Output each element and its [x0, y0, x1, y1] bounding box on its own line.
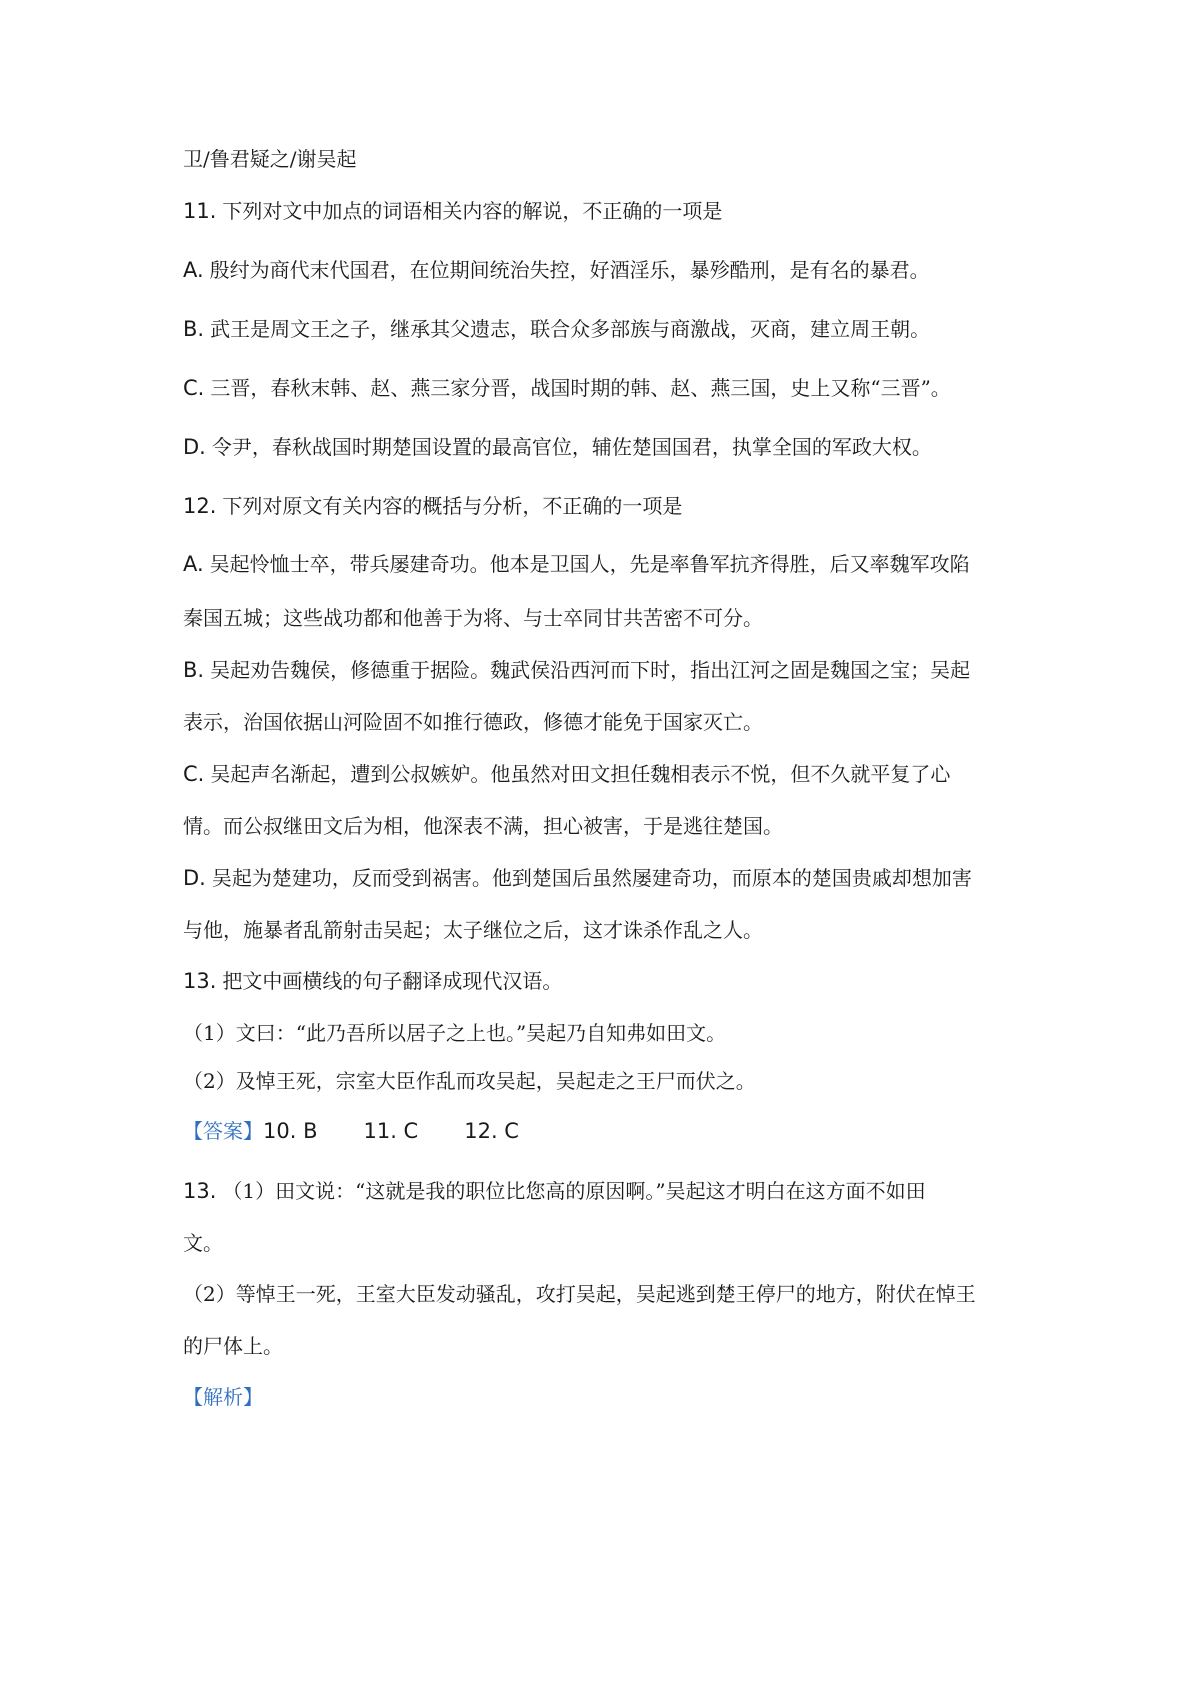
question-number: 13.	[183, 969, 217, 993]
question-13-sentence-2: （2）及悼王死，宗室大臣作乱而攻吴起，吴起走之王尸而伏之。	[183, 1069, 756, 1093]
text-line-top: 卫/鲁君疑之/谢吴起	[183, 147, 357, 171]
option-12-b: B. 吴起劝告魏侯，修德重于据险。魏武侯沿西河而下时，指出江河之固是魏国之宝；吴起	[183, 658, 971, 682]
question-number: 12.	[183, 494, 217, 518]
analysis-line	[183, 1383, 1023, 1411]
option-12-a-cont: 秦国五城；这些战功都和他善于为将、与士卒同甘共苦密不可分。	[183, 606, 763, 630]
option-label: D.	[183, 866, 206, 890]
option-label: B.	[183, 317, 205, 341]
option-12-b-cont: 表示，治国依据山河险固不如推行德政，修德才能免于国家灭亡。	[183, 710, 763, 734]
answer-13-2: （2）等悼王一死，王室大臣发动骚乱，攻打吴起，吴起逃到楚王停尸的地方，附伏在悼王	[183, 1282, 976, 1306]
option-11-a: A. 殷纣为商代末代国君，在位期间统治失控，好酒淫乐，暴殄酷刑，是有名的暴君。	[183, 258, 930, 282]
question-11: 11. 下列对文中加点的词语相关内容的解说，不正确的一项是	[183, 199, 723, 223]
question-12: 12. 下列对原文有关内容的概括与分析，不正确的一项是	[183, 494, 683, 518]
option-12-d: D. 吴起为楚建功，反而受到祸害。他到楚国后虽然屡建奇功，而原本的楚国贵戚却想加害	[183, 866, 972, 890]
option-12-d-cont: 与他，施暴者乱箭射击吴起；太子继位之后，这才诛杀作乱之人。	[183, 918, 763, 942]
question-number: 11.	[183, 199, 217, 223]
option-label: C.	[183, 376, 205, 400]
question-13: 13. 把文中画横线的句子翻译成现代汉语。	[183, 969, 563, 993]
option-label: D.	[183, 435, 206, 459]
answer-tag: 【答案】	[183, 1119, 263, 1143]
option-12-a: A. 吴起怜恤士卒，带兵屡建奇功。他本是卫国人，先是率鲁军抗齐得胜，后又率魏军攻陷	[183, 552, 970, 576]
question-13-sentence-1: （1）文曰：“此乃吾所以居子之上也。”吴起乃自知弗如田文。	[183, 1021, 727, 1045]
option-label: A.	[183, 258, 204, 282]
option-12-c: C. 吴起声名渐起，遭到公叔嫉妒。他虽然对田文担任魏相表示不悦，但不久就平复了心	[183, 762, 951, 786]
analysis-tag: 【解析】	[183, 1385, 263, 1409]
answer-13-1: 13. （1）田文说：“这就是我的职位比您高的原因啊。”吴起这才明白在这方面不如田	[183, 1179, 926, 1203]
answer-11: 11. C	[363, 1119, 419, 1143]
option-12-c-cont: 情。而公叔继田文后为相，他深表不满，担心被害，于是逃往楚国。	[183, 814, 783, 838]
answer-13-2-cont: 的尸体上。	[183, 1334, 283, 1358]
option-label: B.	[183, 658, 205, 682]
answer-10: 10. B	[263, 1119, 318, 1143]
option-label: C.	[183, 762, 205, 786]
answer-13-number: 13.	[183, 1179, 217, 1203]
option-11-d: D. 令尹，春秋战国时期楚国设置的最高官位，辅佐楚国国君，执掌全国的军政大权。	[183, 435, 932, 459]
answer-13-1-cont: 文。	[183, 1231, 223, 1255]
option-label: A.	[183, 552, 204, 576]
option-11-c: C. 三晋，春秋末韩、赵、燕三家分晋，战国时期的韩、赵、燕三国，史上又称“三晋”。	[183, 376, 951, 400]
option-11-b: B. 武王是周文王之子，继承其父遗志，联合众多部族与商激战，灭商，建立周王朝。	[183, 317, 931, 341]
answer-line	[183, 1117, 1023, 1145]
answer-12: 12. C	[464, 1119, 519, 1143]
